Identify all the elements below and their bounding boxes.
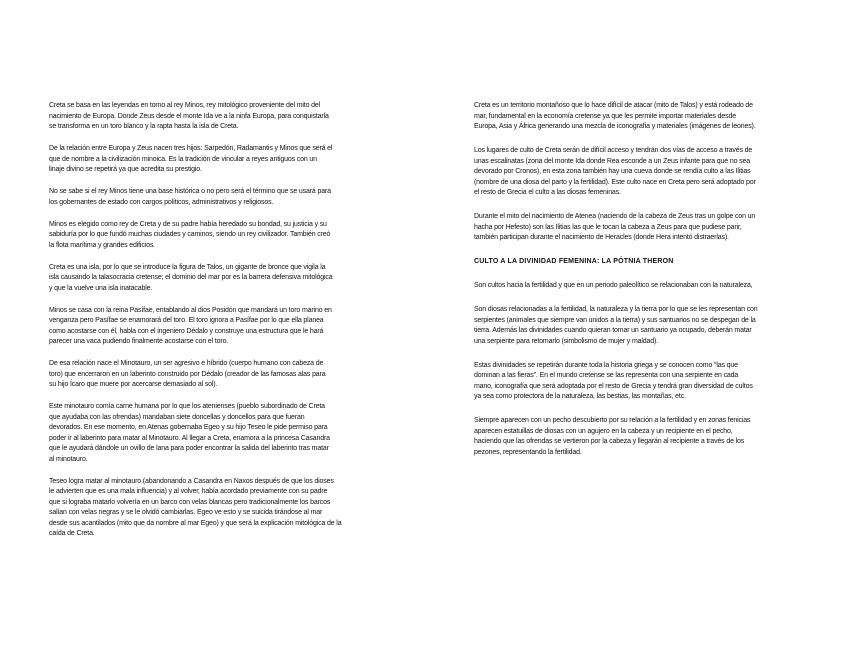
paragraph: Teseo logra matar al minotauro (abandonando a Casandra en Naxos después de que los dioses le advierten que es una mala influencia) y al volver, había acordado previamente con su padre que si lograba matarlo volvería en un barco con velas blancas pero tradicionalmente los barcos salían con velas negras y se le olvidó cambiarlas. Egeo ve esto y se suicida tirándose al mar desde sus acantilados (mito que da nombre al mar Egeo) y que será la explicación mitológica de la caída de Creta.: [49, 477, 342, 537]
paragraph: Creta es una isla, por lo que se introduce la figura de Talos, un gigante de bronce que vigila la isla causando la talasocracia cretense; el dominio del mar por es la barrera defensiva mitológica y que la vuelve una isla inatacable.: [49, 263, 333, 292]
paragraph: Siempre aparecen con un pecho descubierto por su relación a la fertilidad y en zonas fenicias aparecen estatuillas de diosas con un agujero en la cabeza y un recipiente en el pecho, haciendo que las ofrendas se vertieron por la cabeza y llegarán al recipiente a través de los pezones, representando la fertilidad.: [474, 417, 751, 456]
paragraph: Son diosas relacionadas a la fertilidad, la naturaleza y la tierra por lo que se les representan con serpientes (animales que siempre van unidos a la tierra) y sus santuarios no se despegan de la tierra. Además las divinidades cuando quieran tomar un santuario ya ocupado, deberán matar una serpiente para retomarlo (simbolismo de mujer y maldad).: [474, 306, 758, 345]
section-heading: CULTO A LA DIVINIDAD FEMENINA: LA PÓTNIA THERON: [474, 258, 674, 265]
paragraph: Minos se casa con la reina Pasífae, entablando al dios Posidón que mandará un toro marino en venganza pero Pasífae se enamorará del toro. El toro ignora a Pasífae por lo que ella planea como acostarse con él, habla con el ingeniero Dédalo y construye una estructura que le hará parecer una vaca pudiendo finalmente acostarse con el toro.: [49, 306, 332, 345]
paragraph: Este minotauro comía carne humana por lo que los atenienses (pueblo subordinado de Creta que ayudaba con las ofrendas) mandaban siete doncellas y doncellos para que fueran devorados. En ese momento, en Atenas gobernaba Egeo y su hijo Teseo le pide permiso para poder ir al laberinto para matar al Minotauro. Al llegar a Creta, enamora a la princesa Casandra que le ayudará dándole un ovillo de lana para poder encontrar la salida del laberinto tras matar al minotauro.: [49, 403, 330, 463]
right-column: [474, 101, 804, 472]
paragraph: Son cultos hacia la fertilidad y que en un periodo paleolítico se relacionaban con la naturaleza,: [474, 282, 753, 289]
paragraph: De esa relación nace el Minotauro, un ser agresivo e híbrido (cuerpo humano con cabeza de toro) que encerraron en un laberinto construido por Dédalo (creador de las famosas alas para su hijo Ícaro que muere por acercarse demasiado al sol).: [49, 360, 326, 388]
paragraph: Los lugares de culto de Creta serán de difícil acceso y tendrán dos vías de acceso a través de unas escalinatas (zona del monte Ida donde Rea esconde a un Zeus infante para que no sea devorado por Cronos), en esta zona también hay una cueva donde se rendía culto a las Ilitias (nombre de una diosa del parto y la fertilidad). Este culto nace en Creta pero será adoptado por el resto de Grecia el culto a las diosas femeninas.: [474, 147, 756, 196]
paragraph: Creta se basa en las leyendas en torno al rey Minos, rey mitológico proveniente del mito del nacimiento de Europa. Donde Zeus desde el monte Ida ve a la ninfa Europa, para conquistarla se transforma en un toro blanco y la rapta hasta la isla de Creta.: [49, 102, 329, 130]
paragraph: No se sabe si el rey Minos tiene una base histórica o no pero será el término que se usará para los gobernantes de estado con cargos políticos, administrativos y religiosos.: [49, 188, 331, 206]
paragraph: Durante el mito del nacimiento de Atenea (naciendo de la cabeza de Zeus tras un golpe con un hacha por Hefesto) son las Ilitias las que le tocan la cabeza a Zeus para que pudiese parir, también participan durante el nacimiento de Heracles (donde Hera intentó distraerlas).: [474, 213, 756, 241]
paragraph: Creta es un territorio montañoso que lo hace difícil de atacar (mito de Talos) y está rodeado de mar, fundamental en la economía cretense ya que les permite importar materiales desde Europa, Asia y África generando una mezcla de iconografía y materiales (imágenes de leones).: [474, 102, 756, 130]
left-column: [49, 101, 379, 551]
paragraph: De la relación entre Europa y Zeus nacen tres hijos: Sarpedón, Radamantis y Minos que será el que de nombre a la civilización minoica. Es la tradición de vincular a reyes antiguos con un linaje divino se repetirá ya que acredita su prestigio.: [49, 145, 333, 173]
paragraph: Estas divinidades se repetirán durante toda la historia griega y se conocen como "las que dominan a las fieras". En el mundo cretense se las representa con una serpiente en cada mano, iconografía que será adoptada por el resto de Grecia y tendrá gran diversidad de cultos ya sea como protectora de la naturaleza, las bestias, las montañas, etc.: [474, 361, 753, 400]
paragraph: Minos es elegido como rey de Creta y de su padre había heredado su bondad, su justicia y su sabiduría por lo que fundó muchas ciudades y caminos, siendo un rey civilizador. También creó la flota marítima y grandes edificios.: [49, 220, 331, 249]
